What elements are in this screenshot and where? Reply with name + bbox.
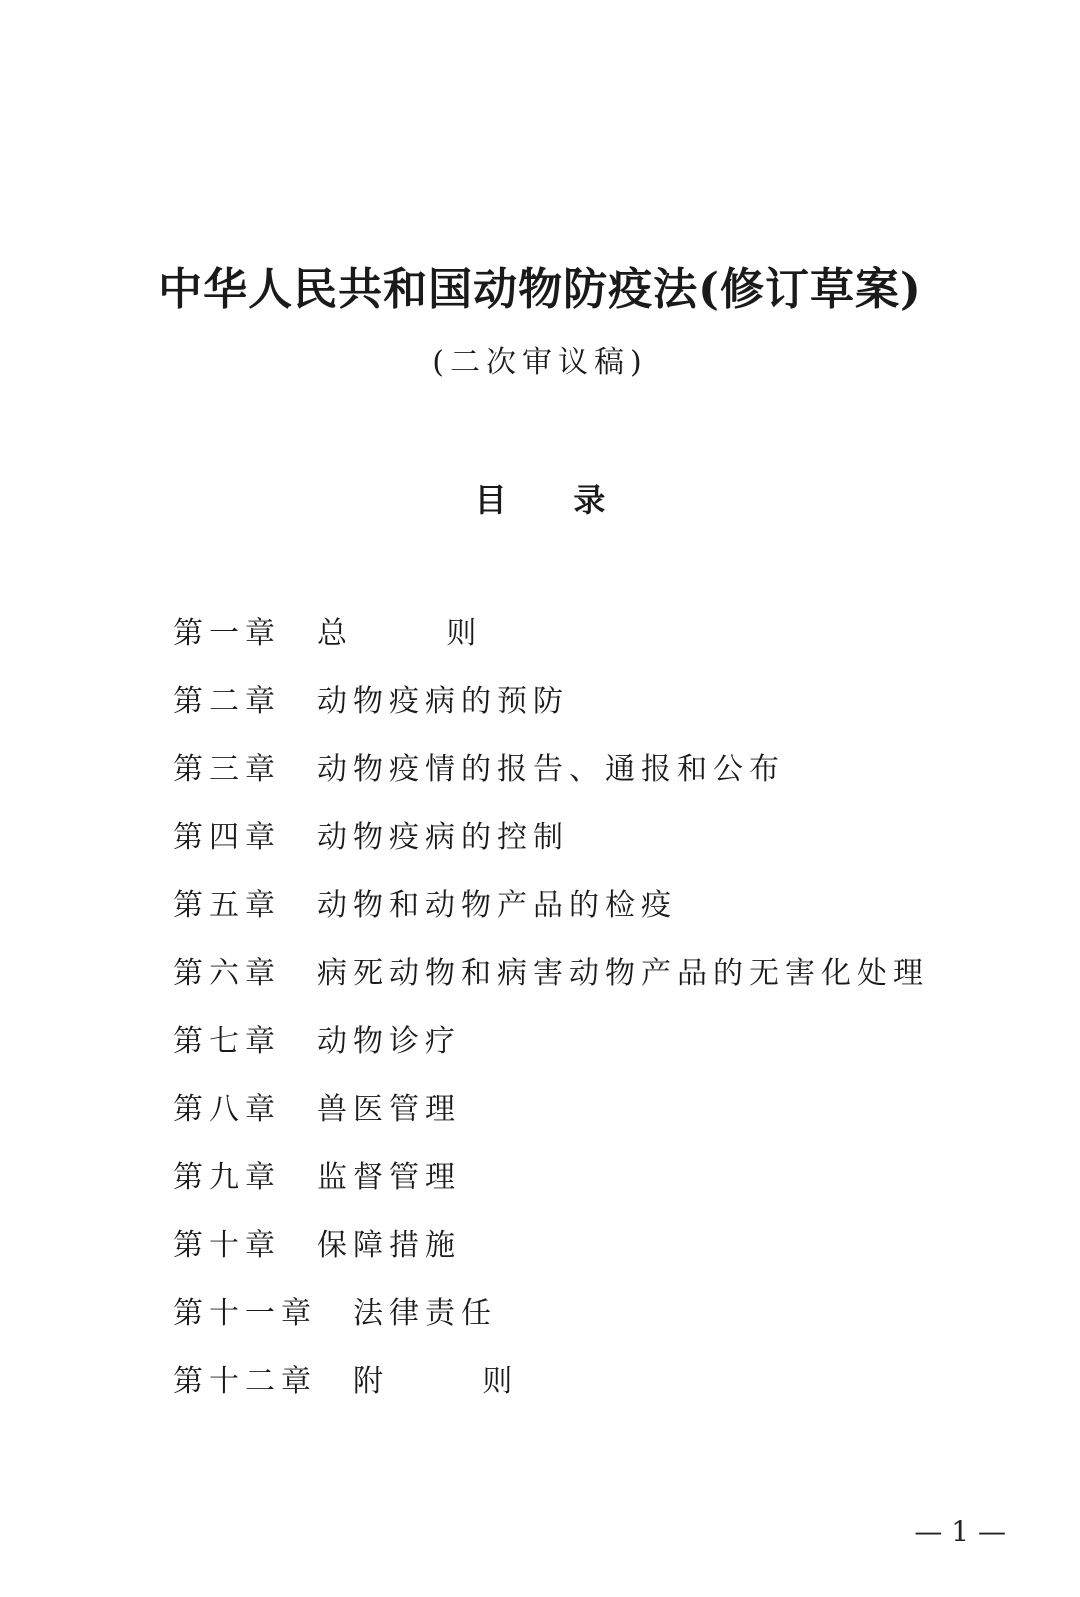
toc-chapter-number: 第五章 (173, 888, 281, 923)
toc-item (173, 1224, 929, 1292)
toc-item (173, 1156, 929, 1224)
toc-chapter-name: 监督管理 (317, 1160, 461, 1195)
toc-item (173, 680, 929, 748)
toc-chapter-number: 第一章 (173, 616, 281, 651)
toc-item (173, 952, 929, 1020)
toc-item (173, 1088, 929, 1156)
toc-item (173, 884, 929, 952)
toc-chapter-name: 附 则 (353, 1364, 519, 1399)
toc-item (173, 1020, 929, 1088)
toc-item (173, 612, 929, 680)
toc-chapter-number: 第三章 (173, 752, 281, 787)
page-number: — 1 — (914, 1515, 1006, 1548)
toc-chapter-number: 第六章 (173, 956, 281, 991)
toc-chapter-name: 动物和动物产品的检疫 (317, 888, 677, 923)
toc-chapter-number: 第八章 (173, 1092, 281, 1127)
toc-heading: 目 录 (474, 481, 606, 519)
document-subtitle: (二次审议稿) (432, 345, 648, 380)
toc-item (173, 1292, 929, 1360)
toc-item (173, 1360, 929, 1428)
toc-chapter-name: 保障措施 (317, 1228, 461, 1263)
toc-chapter-number: 第九章 (173, 1160, 281, 1195)
toc-chapter-number: 第七章 (173, 1024, 281, 1059)
toc-chapter-name: 病死动物和病害动物产品的无害化处理 (317, 956, 929, 991)
toc-chapter-name: 动物疫病的预防 (317, 684, 569, 719)
toc-chapter-name: 法律责任 (353, 1296, 497, 1331)
document-title: 中华人民共和国动物防疫法(修订草案) (158, 264, 922, 315)
toc-item (173, 816, 929, 884)
toc-chapter-number: 第二章 (173, 684, 281, 719)
toc-chapter-name: 动物疫病的控制 (317, 820, 569, 855)
toc-chapter-number: 第四章 (173, 820, 281, 855)
toc-chapter-number: 第十二章 (173, 1364, 317, 1399)
toc-chapter-name: 动物疫情的报告、通报和公布 (317, 752, 785, 787)
toc-item (173, 748, 929, 816)
toc-chapter-number: 第十章 (173, 1228, 281, 1263)
table-of-contents (173, 612, 929, 1428)
toc-chapter-number: 第十一章 (173, 1296, 317, 1331)
toc-chapter-name: 动物诊疗 (317, 1024, 461, 1059)
toc-chapter-name: 总 则 (317, 616, 483, 651)
toc-chapter-name: 兽医管理 (317, 1092, 461, 1127)
